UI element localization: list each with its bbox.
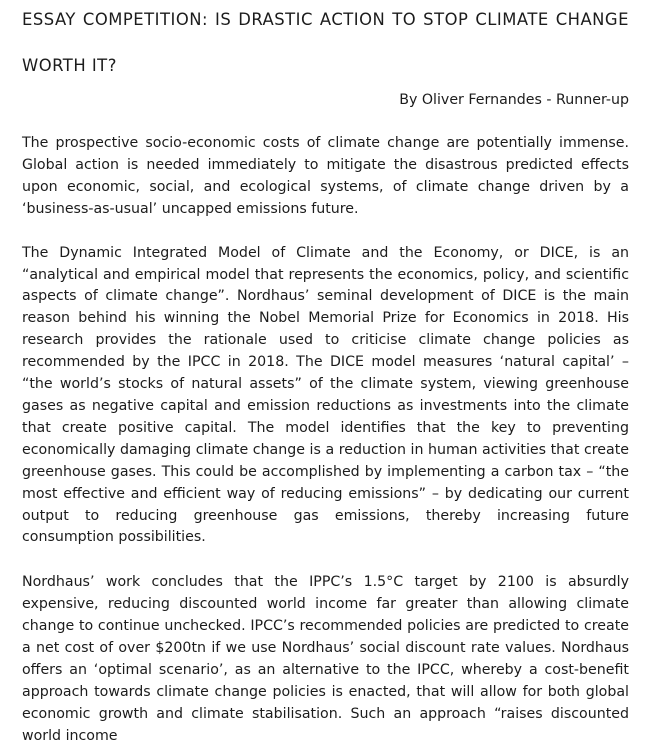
essay-title — [22, 0, 629, 86]
essay-paragraph-2: The Dynamic Integrated Model of Climate and the Economy, or DICE, is an “analytical and empirical model that represents the economics, policy, and scientific aspects of climate change”. Nordhaus’ seminal development of DICE is the main reason behind his winning the Nobel Memorial Prize for Economics in 2018. His research provides the rationale used to criticise climate change policies as recommended by the IPCC in 2018. The DICE model measures ‘natural capital’ – “the world’s stocks of natural assets” of the climate system, viewing greenhouse gases as negative capital and emission reductions as investments into the climate that create positive capital. The model identifies that the key to preventing economically damaging climate change is a reduction in human activities that create greenhouse gases. This could be accomplished by implementing a carbon tax – “the most effective and efficient way of reducing emissions” – by dedicating our current output to reducing greenhouse gas emissions, thereby increasing future consumption possibilities. — [22, 244, 629, 546]
essay-paragraph-1: The prospective socio-economic costs of climate change are potentially immense. Global action is needed immediately to mitigate the disastrous predicted effects upon economic, social, and ecological systems, of climate change driven by a ‘business-as-usual’ uncapped emissions future. — [22, 135, 629, 217]
essay-title-line-1: ESSAY COMPETITION: IS DRASTIC ACTION TO STOP CLIMATE CHANGE — [22, 10, 629, 29]
essay-page — [22, 0, 629, 748]
essay-byline: By Oliver Fernandes - Runner-up — [399, 92, 629, 108]
essay-paragraph-3: Nordhaus’ work concludes that the IPPC’s 1.5°C target by 2100 is absurdly expensive, reducing discounted world income far greater than allowing climate change to continue unchecked. IPCC’s recommended policies are predicted to create a net cost of over $200tn if we use Nordhaus’ social discount rate values. Nordhaus offers an ‘optimal scenario’, as an alternative to the IPCC, whereby a cost-benefit approach towards climate change policies is enacted, that will allow for both global economic growth and climate stabilisation. Such an approach “raises discounted world income — [22, 574, 629, 744]
essay-title-line-2: WORTH IT? — [22, 56, 117, 75]
